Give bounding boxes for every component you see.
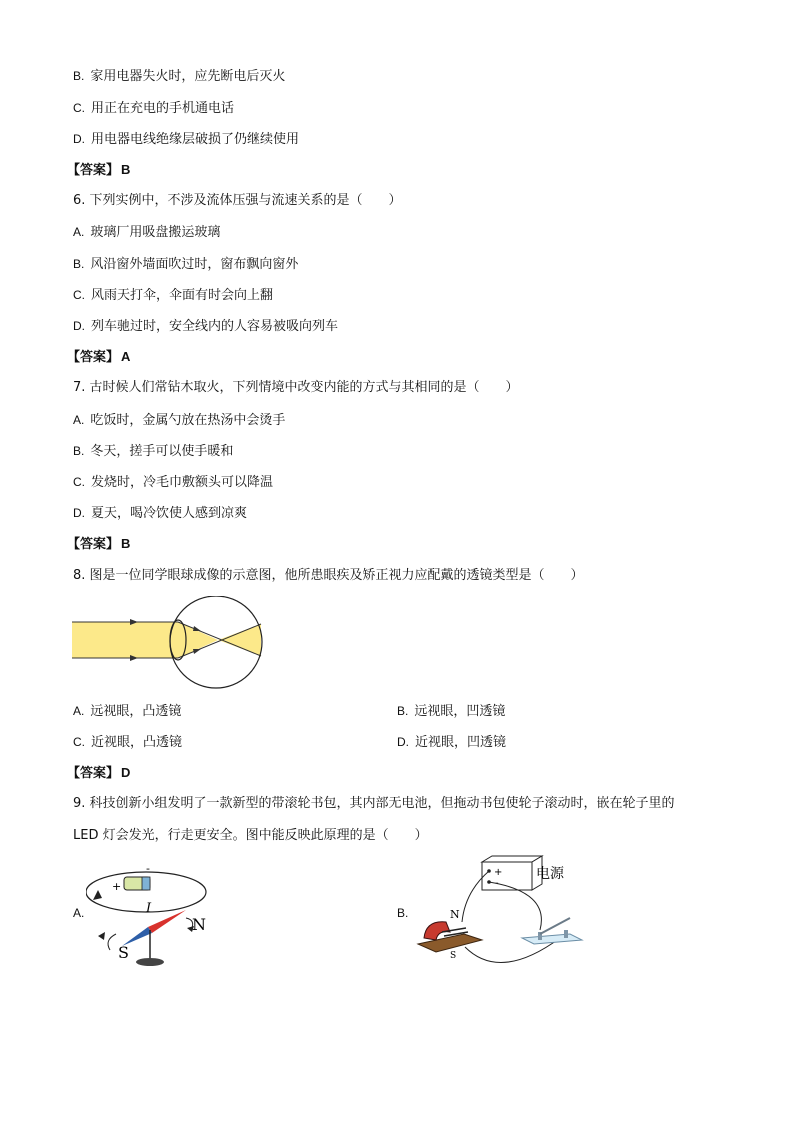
- option-text: 发烧时，冷毛巾敷额头可以降温: [91, 475, 274, 490]
- option-label: C.: [73, 101, 85, 115]
- figure-b-apparatus: [410, 852, 600, 972]
- q6-stem: 6. 下列实例中，不涉及流体压强与流速关系的是（ ）: [73, 193, 402, 208]
- q8-option-b: [397, 702, 505, 721]
- fig-a-label: A.: [73, 906, 85, 920]
- q6-answer: [67, 348, 130, 367]
- compass-base: [136, 958, 164, 966]
- fig-b-label: B.: [397, 906, 409, 920]
- switch-base: [522, 934, 582, 944]
- arrow-icon: [98, 932, 105, 940]
- option-text: 近视眼，凹透镜: [415, 735, 507, 750]
- option-label: C.: [73, 475, 85, 489]
- option-label: C.: [73, 735, 85, 749]
- option-label: B.: [397, 704, 409, 718]
- option-text: 列车驰过时，安全线内的人容易被吸向列车: [91, 319, 339, 334]
- rotation-arrow: [108, 934, 116, 950]
- north-label: N: [450, 908, 460, 921]
- q7-option-d: [73, 504, 247, 523]
- answer-prefix: 【答案】: [67, 537, 120, 552]
- option-label: C.: [73, 288, 85, 302]
- plus-sign: +: [494, 867, 503, 878]
- light-beam: [72, 622, 178, 658]
- option-text: 吃饭时，金属勺放在热汤中会烫手: [90, 413, 286, 428]
- option-text: 玻璃厂用吸盘搬运玻璃: [90, 225, 221, 240]
- switch-post: [564, 930, 568, 938]
- q8-answer: [67, 764, 130, 783]
- option-label: D.: [73, 132, 85, 146]
- option-label: D.: [73, 319, 85, 333]
- option-text: 远视眼，凸透镜: [90, 704, 182, 719]
- q6-option-d: [73, 317, 338, 336]
- option-label: D.: [73, 506, 85, 520]
- arrow-icon: [193, 626, 201, 631]
- south-label: S: [450, 951, 457, 961]
- battery-cap: [142, 877, 150, 890]
- option-text: 冬天，搓手可以使手暖和: [90, 444, 234, 459]
- answer-value: B: [121, 536, 131, 551]
- q9-stem-line2: LED 灯会发光，行走更安全。图中能反映此原理的是（ ）: [73, 828, 428, 843]
- option-text: 用正在充电的手机通电话: [91, 101, 235, 116]
- q6-option-b: [73, 255, 298, 274]
- q9-stem-line1: 9. 科技创新小组发明了一款新型的带滚轮书包，其内部无电池，但拖动书包使轮子滚动时，嵌在轮子里的: [73, 796, 675, 811]
- minus-sign: -: [146, 862, 150, 875]
- option-text: 夏天，喝冷饮使人感到凉爽: [91, 506, 248, 521]
- q7-answer: [67, 535, 130, 554]
- power-label: 电源: [536, 866, 564, 882]
- option-text: 远视眼，凹透镜: [414, 704, 506, 719]
- q6-option-c: [73, 286, 273, 305]
- answer-prefix: 【答案】: [67, 163, 120, 178]
- minus-sign: -: [495, 878, 499, 889]
- answer-value: A: [121, 349, 131, 364]
- arrow-icon: [93, 890, 102, 900]
- plus-sign: +: [112, 880, 122, 893]
- q5-answer: [67, 161, 130, 180]
- q5-option-d: [73, 130, 299, 149]
- answer-prefix: 【答案】: [67, 766, 120, 781]
- option-label: B.: [73, 444, 85, 458]
- option-text: 近视眼，凸透镜: [91, 735, 183, 750]
- option-label: B.: [73, 257, 85, 271]
- answer-value: B: [121, 162, 131, 177]
- q7-stem: 7. 古时候人们常钻木取火，下列情境中改变内能的方式与其相同的是（ ）: [73, 380, 519, 395]
- q5-option-b: [73, 67, 285, 86]
- south-label: S: [118, 943, 129, 962]
- needle-north: [148, 910, 186, 933]
- q8-stem: 8. 图是一位同学眼球成像的示意图，他所患眼疾及矫正视力应配戴的透镜类型是（ ）: [73, 568, 584, 583]
- q8-option-d: [397, 733, 506, 752]
- option-label: A.: [73, 413, 85, 427]
- q5-option-c: [73, 99, 234, 118]
- option-text: 家用电器失火时，应先断电后灭火: [90, 69, 286, 84]
- option-label: D.: [397, 735, 409, 749]
- north-label: N: [192, 915, 206, 934]
- option-text: 风沿窗外墙面吹过时，窗布飘向窗外: [90, 257, 299, 272]
- figure-a-oersted: [86, 860, 226, 970]
- option-label: A.: [73, 225, 85, 239]
- q7-option-a: [73, 411, 285, 430]
- option-label: B.: [73, 69, 85, 83]
- q7-option-b: [73, 442, 233, 461]
- q7-option-c: [73, 473, 273, 492]
- option-label: A.: [73, 704, 85, 718]
- q8-option-a: [73, 702, 181, 721]
- answer-prefix: 【答案】: [67, 350, 120, 365]
- answer-value: D: [121, 765, 131, 780]
- q8-option-c: [73, 733, 182, 752]
- q6-option-a: [73, 223, 220, 242]
- current-label: I: [146, 901, 152, 916]
- diverging-cone: [218, 624, 261, 656]
- arrow-icon: [193, 649, 201, 654]
- eye-diagram: [70, 596, 270, 692]
- option-text: 风雨天打伞，伞面有时会向上翻: [91, 288, 274, 303]
- option-text: 用电器电线绝缘层破损了仍继续使用: [91, 132, 300, 147]
